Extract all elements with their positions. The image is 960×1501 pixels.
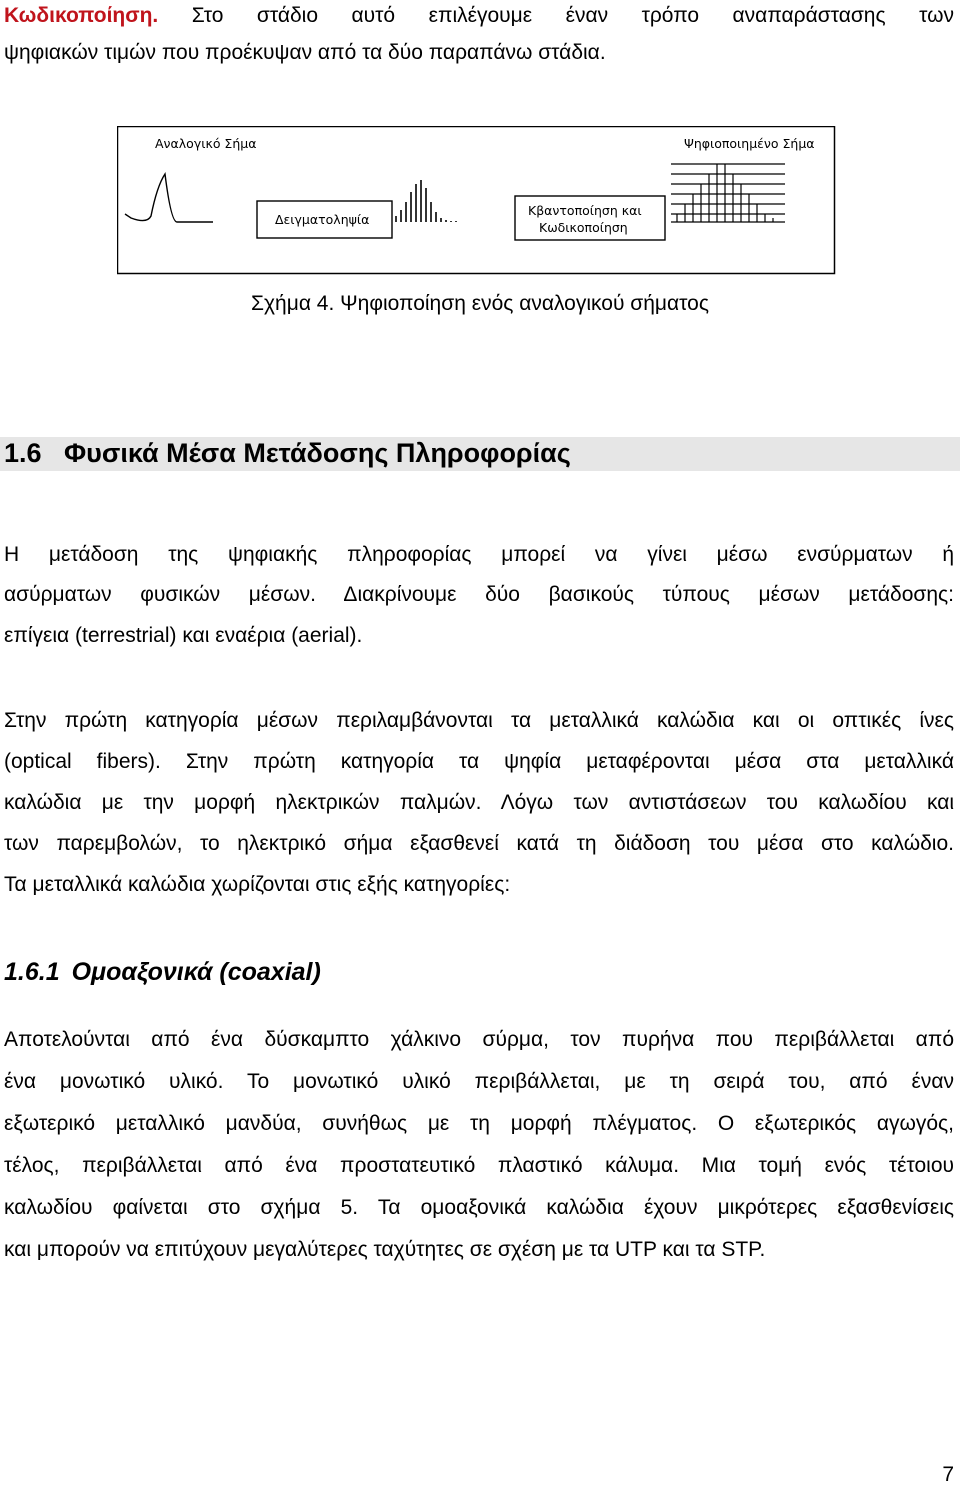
para3-line: εξωτερικό μεταλλικό μανδύα, συνήθως με τη μορφή πλέγματος. Ο εξωτερικός αγωγός, <box>4 1112 954 1135</box>
digitization-figure <box>117 126 837 276</box>
para2-line: (optical fibers). Στην πρώτη κατηγορία τα ψηφία μεταφέρονται μέσα στα μεταλλικά <box>4 750 954 773</box>
subsection-heading <box>4 958 321 987</box>
para1-line: ασύρματων φυσικών μέσων. Διακρίνουμε δύο βασικούς τύπους μέσων μετάδοσης: <box>4 583 954 606</box>
para2-line: Στην πρώτη κατηγορία μέσων περιλαμβάνονται τα μεταλλικά καλώδια και οι οπτικές ίνες <box>4 709 954 732</box>
para3-line: καλωδίου φαίνεται στο σχήμα 5. Τα ομοαξονικά καλώδια έχουν μικρότερες εξασθενίσεις <box>4 1196 954 1219</box>
sampling-label: Δειγματοληψία <box>275 212 370 227</box>
para1-line: Η μετάδοση της ψηφιακής πληροφορίας μπορεί να γίνει μέσω ενσύρματων ή <box>4 543 954 566</box>
quantization-label-1: Κβαντοποίηση και <box>528 203 642 218</box>
para3-line: ένα μονωτικό υλικό. Το μονωτικό υλικό περιβάλλεται, με τη σειρά του, από έναν <box>4 1070 954 1093</box>
para2-line: καλώδια με την μορφή ηλεκτρικών παλμών. Λόγω των αντιστάσεων του καλωδίου και <box>4 791 954 814</box>
intro-line-2: ψηφιακών τιμών που προέκυψαν από τα δύο παραπάνω στάδια. <box>4 41 606 64</box>
page-number: 7 <box>942 1463 954 1486</box>
analog-signal-label: Αναλογικό Σήμα <box>155 136 257 151</box>
intro-line-1 <box>4 3 954 29</box>
para3-line: Αποτελούνται από ένα δύσκαμπτο χάλκινο σύρμα, τον πυρήνα που περιβάλλεται από <box>4 1028 954 1051</box>
quantization-label-2: Κωδικοποίηση <box>539 220 628 235</box>
figure-caption: Σχήμα 4. Ψηφιοποίηση ενός αναλογικού σήματος <box>251 292 709 315</box>
intro-line-1-text: Στο στάδιο αυτό επιλέγουμε έναν τρόπο αναπαράστασης των <box>158 4 954 27</box>
para1-line: επίγεια (terrestrial) και εναέρια (aerial). <box>4 624 363 647</box>
digital-signal-label: Ψηφιοποιημένο Σήμα <box>684 136 815 151</box>
section-heading <box>4 438 571 469</box>
section-title: Φυσικά Μέσα Μετάδοσης Πληροφορίας <box>64 438 571 468</box>
intro-bold-term: Κωδικοποίηση. <box>4 4 159 27</box>
subsection-title: Ομοαξονικά (coaxial) <box>71 958 321 986</box>
section-number: 1.6 <box>4 438 42 468</box>
para2-line: των παρεμβολών, το ηλεκτρικό σήμα εξασθενεί κατά τη διάδοση του μέσα στο καλώδιο. <box>4 832 954 855</box>
para2-line: Τα μεταλλικά καλώδια χωρίζονται στις εξής κατηγορίες: <box>4 873 511 896</box>
para3-line: τέλος, περιβάλλεται από ένα προστατευτικό πλαστικό κάλυμα. Μια τομή ενός τέτοιου <box>4 1154 954 1177</box>
subsection-number: 1.6.1 <box>4 958 60 986</box>
para3-line: και μπορούν να επιτύχουν μεγαλύτερες ταχύτητες σε σχέση με τα UTP και τα STP. <box>4 1238 766 1261</box>
